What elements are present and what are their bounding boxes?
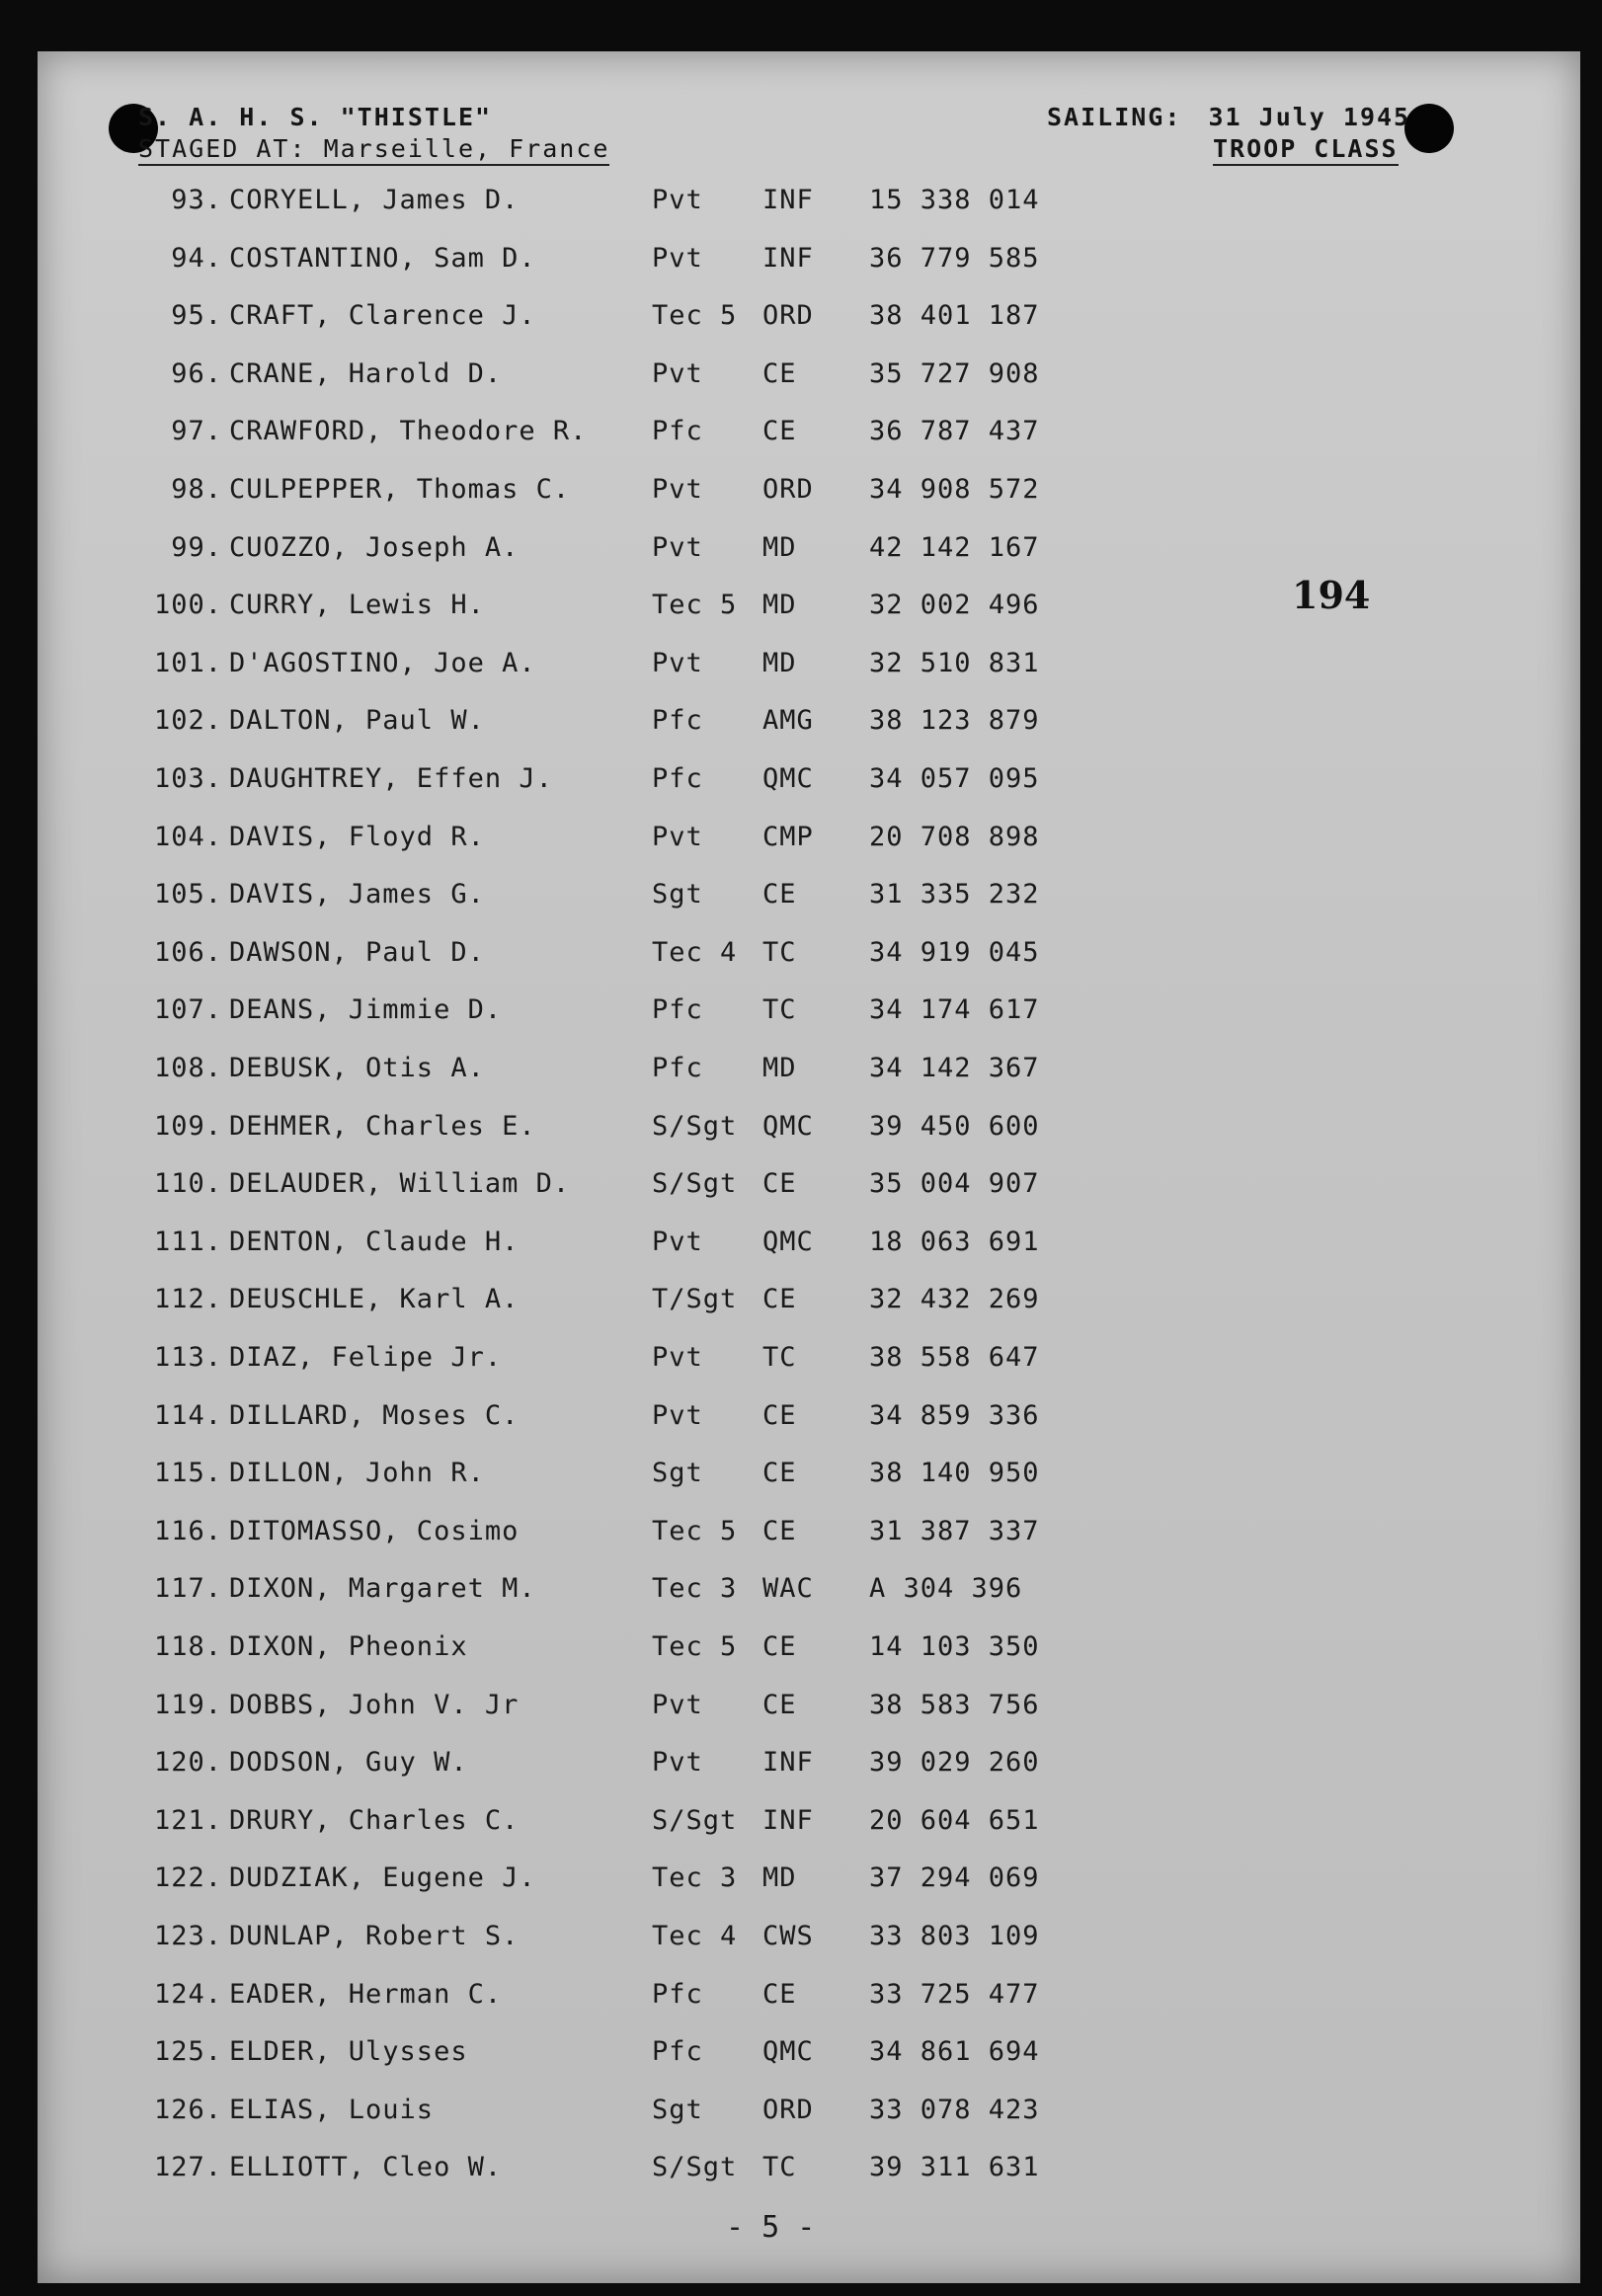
serial-number: 34 142 367 — [869, 1053, 1040, 1083]
staged-at — [138, 134, 609, 163]
soldier-name: ELDER, Ulysses — [229, 2036, 468, 2068]
rank: Pfc — [652, 763, 703, 794]
branch: CE — [762, 1631, 797, 1662]
row-number: 100. — [153, 590, 222, 621]
row-number: 118. — [153, 1631, 222, 1662]
serial-number: 20 708 898 — [869, 821, 1040, 852]
soldier-name: DAVIS, James G. — [229, 879, 485, 910]
row-number: 102. — [153, 705, 222, 737]
rank: Sgt — [652, 1458, 703, 1489]
branch: CE — [762, 416, 797, 447]
row-number: 116. — [153, 1515, 222, 1546]
serial-number: 39 311 631 — [869, 2152, 1040, 2183]
branch: INF — [762, 242, 814, 274]
punch-hole-right — [1404, 104, 1454, 153]
serial-number: 33 078 423 — [869, 2094, 1040, 2125]
rank: Pvt — [652, 821, 703, 852]
row-number: 104. — [153, 821, 222, 852]
row-number: 99. — [171, 531, 222, 563]
sailing-date: 31 July 1945 — [1208, 103, 1411, 131]
soldier-name: DITOMASSO, Cosimo — [229, 1515, 520, 1546]
soldier-name: EADER, Herman C. — [229, 1978, 503, 2010]
branch: QMC — [762, 763, 814, 794]
serial-number: 39 029 260 — [869, 1747, 1040, 1779]
rank: Pvt — [652, 1226, 703, 1257]
branch: TC — [762, 2152, 797, 2183]
row-number: 106. — [153, 936, 222, 968]
row-number: 115. — [153, 1458, 222, 1489]
rank: Pfc — [652, 1053, 703, 1083]
row-number: 122. — [153, 1862, 222, 1894]
rank: Tec 5 — [652, 300, 738, 332]
soldier-name: D'AGOSTINO, Joe A. — [229, 647, 536, 678]
soldier-name: COSTANTINO, Sam D. — [229, 242, 536, 274]
rank: Pfc — [652, 2036, 703, 2068]
soldier-name: DELAUDER, William D. — [229, 1168, 571, 1200]
soldier-name: DEUSCHLE, Karl A. — [229, 1284, 520, 1315]
rank: Pvt — [652, 1342, 703, 1373]
serial-number: 37 294 069 — [869, 1862, 1040, 1894]
rank: Pvt — [652, 242, 703, 274]
soldier-name: DIXON, Pheonix — [229, 1631, 468, 1662]
branch: QMC — [762, 2036, 814, 2068]
branch: CE — [762, 1689, 797, 1720]
row-number: 95. — [171, 300, 222, 332]
row-number: 96. — [171, 357, 222, 389]
serial-number: 15 338 014 — [869, 185, 1040, 215]
row-number: 110. — [153, 1168, 222, 1200]
soldier-name: CULPEPPER, Thomas C. — [229, 474, 571, 505]
serial-number: 38 140 950 — [869, 1458, 1040, 1489]
serial-number: 39 450 600 — [869, 1110, 1040, 1142]
rank: Tec 3 — [652, 1862, 738, 1894]
row-number: 108. — [153, 1053, 222, 1083]
soldier-name: DODSON, Guy W. — [229, 1747, 468, 1779]
row-number: 103. — [153, 763, 222, 794]
soldier-name: ELLIOTT, Cleo W. — [229, 2152, 503, 2183]
soldier-name: DALTON, Paul W. — [229, 705, 485, 737]
rank: S/Sgt — [652, 1110, 738, 1142]
rank: Pvt — [652, 357, 703, 389]
branch: CE — [762, 1399, 797, 1431]
rank: Pfc — [652, 1978, 703, 2010]
soldier-name: DEBUSK, Otis A. — [229, 1053, 485, 1083]
staged-at-text: STAGED AT: Marseille, France — [138, 134, 609, 166]
rank: Sgt — [652, 879, 703, 910]
row-number: 113. — [153, 1342, 222, 1373]
soldier-name: CRANE, Harold D. — [229, 357, 503, 389]
rank: Tec 3 — [652, 1573, 738, 1605]
soldier-name: DAVIS, Floyd R. — [229, 821, 485, 852]
rank: Pvt — [652, 531, 703, 563]
serial-number: 34 861 694 — [869, 2036, 1040, 2068]
serial-number: 33 725 477 — [869, 1978, 1040, 2010]
soldier-name: DIAZ, Felipe Jr. — [229, 1342, 503, 1373]
stamp-number: 194 — [1292, 573, 1371, 617]
serial-number: 34 057 095 — [869, 763, 1040, 794]
serial-number: 31 387 337 — [869, 1515, 1040, 1546]
serial-number: 38 123 879 — [869, 705, 1040, 737]
troop-class: TROOP CLASS — [1213, 134, 1399, 166]
serial-number: 32 002 496 — [869, 590, 1040, 621]
rank: Pfc — [652, 416, 703, 447]
soldier-name: ELIAS, Louis — [229, 2094, 435, 2125]
branch: TC — [762, 936, 797, 968]
branch: CMP — [762, 821, 814, 852]
serial-number: 34 919 045 — [869, 936, 1040, 968]
soldier-name: DOBBS, John V. Jr — [229, 1689, 520, 1720]
row-number: 125. — [153, 2036, 222, 2068]
row-number: 109. — [153, 1110, 222, 1142]
branch: MD — [762, 1053, 797, 1083]
branch: QMC — [762, 1110, 814, 1142]
rank: Tec 4 — [652, 936, 738, 968]
row-number: 94. — [171, 242, 222, 274]
serial-number: 14 103 350 — [869, 1631, 1040, 1662]
row-number: 126. — [153, 2094, 222, 2125]
soldier-name: CURRY, Lewis H. — [229, 590, 485, 621]
soldier-name: DEANS, Jimmie D. — [229, 994, 503, 1026]
row-number: 101. — [153, 647, 222, 678]
serial-number: 34 174 617 — [869, 994, 1040, 1026]
branch: TC — [762, 1342, 797, 1373]
class-header — [1213, 134, 1399, 163]
soldier-name: DUNLAP, Robert S. — [229, 1921, 520, 1951]
rank: Pvt — [652, 185, 703, 215]
branch: CE — [762, 1515, 797, 1546]
serial-number: 42 142 167 — [869, 531, 1040, 563]
branch: QMC — [762, 1226, 814, 1257]
ship-name: S. A. H. S. "THISTLE" — [138, 103, 493, 131]
branch: MD — [762, 647, 797, 678]
rank: Pfc — [652, 994, 703, 1026]
branch: CE — [762, 1978, 797, 2010]
ship-header — [138, 103, 492, 131]
soldier-name: DENTON, Claude H. — [229, 1226, 520, 1257]
serial-number: 38 583 756 — [869, 1689, 1040, 1720]
rank: S/Sgt — [652, 2152, 738, 2183]
rank: Tec 5 — [652, 590, 738, 621]
rank: Tec 5 — [652, 1631, 738, 1662]
branch: CE — [762, 1458, 797, 1489]
soldier-name: DAWSON, Paul D. — [229, 936, 485, 968]
branch: WAC — [762, 1573, 814, 1605]
serial-number: 38 401 187 — [869, 300, 1040, 332]
page-number: - 5 - — [726, 2210, 816, 2245]
serial-number: 38 558 647 — [869, 1342, 1040, 1373]
branch: CE — [762, 1168, 797, 1200]
row-number: 121. — [153, 1804, 222, 1836]
serial-number: 34 908 572 — [869, 474, 1040, 505]
rank: Pvt — [652, 647, 703, 678]
soldier-name: DUDZIAK, Eugene J. — [229, 1862, 536, 1894]
serial-number: 35 727 908 — [869, 357, 1040, 389]
rank: Pvt — [652, 1689, 703, 1720]
branch: ORD — [762, 2094, 814, 2125]
soldier-name: CRAWFORD, Theodore R. — [229, 416, 588, 447]
row-number: 127. — [153, 2152, 222, 2183]
serial-number: 35 004 907 — [869, 1168, 1040, 1200]
branch: AMG — [762, 705, 814, 737]
rank: Tec 4 — [652, 1921, 738, 1951]
soldier-name: DILLARD, Moses C. — [229, 1399, 520, 1431]
row-number: 119. — [153, 1689, 222, 1720]
soldier-name: DIXON, Margaret M. — [229, 1573, 536, 1605]
branch: INF — [762, 1747, 814, 1779]
row-number: 114. — [153, 1399, 222, 1431]
soldier-name: DILLON, John R. — [229, 1458, 485, 1489]
rank: T/Sgt — [652, 1284, 738, 1315]
rank: S/Sgt — [652, 1804, 738, 1836]
serial-number: 32 510 831 — [869, 647, 1040, 678]
rank: Pvt — [652, 1747, 703, 1779]
branch: CWS — [762, 1921, 814, 1951]
rank: Tec 5 — [652, 1515, 738, 1546]
branch: CE — [762, 879, 797, 910]
branch: CE — [762, 1284, 797, 1315]
branch: ORD — [762, 474, 814, 505]
branch: CE — [762, 357, 797, 389]
row-number: 105. — [153, 879, 222, 910]
branch: MD — [762, 590, 797, 621]
row-number: 117. — [153, 1573, 222, 1605]
branch: INF — [762, 185, 814, 215]
serial-number: 36 787 437 — [869, 416, 1040, 447]
serial-number: 32 432 269 — [869, 1284, 1040, 1315]
rank: Pfc — [652, 705, 703, 737]
rank: S/Sgt — [652, 1168, 738, 1200]
row-number: 107. — [153, 994, 222, 1026]
serial-number: 31 335 232 — [869, 879, 1040, 910]
rank: Sgt — [652, 2094, 703, 2125]
row-number: 98. — [171, 474, 222, 505]
serial-number: A 304 396 — [869, 1573, 1023, 1605]
row-number: 93. — [171, 185, 222, 215]
serial-number: 34 859 336 — [869, 1399, 1040, 1431]
soldier-name: CORYELL, James D. — [229, 185, 520, 215]
row-number: 124. — [153, 1978, 222, 2010]
branch: MD — [762, 531, 797, 563]
serial-number: 18 063 691 — [869, 1226, 1040, 1257]
soldier-name: DRURY, Charles C. — [229, 1804, 520, 1836]
soldier-name: DEHMER, Charles E. — [229, 1110, 536, 1142]
sailing-header — [1047, 103, 1410, 131]
branch: INF — [762, 1804, 814, 1836]
row-number: 97. — [171, 416, 222, 447]
serial-number: 20 604 651 — [869, 1804, 1040, 1836]
branch: ORD — [762, 300, 814, 332]
serial-number: 36 779 585 — [869, 242, 1040, 274]
rank: Pvt — [652, 1399, 703, 1431]
rank: Pvt — [652, 474, 703, 505]
row-number: 120. — [153, 1747, 222, 1779]
row-number: 112. — [153, 1284, 222, 1315]
sailing-label: SAILING: — [1047, 103, 1182, 131]
soldier-name: CRAFT, Clarence J. — [229, 300, 536, 332]
row-number: 111. — [153, 1226, 222, 1257]
row-number: 123. — [153, 1921, 222, 1951]
branch: TC — [762, 994, 797, 1026]
serial-number: 33 803 109 — [869, 1921, 1040, 1951]
branch: MD — [762, 1862, 797, 1894]
soldier-name: CUOZZO, Joseph A. — [229, 531, 520, 563]
soldier-name: DAUGHTREY, Effen J. — [229, 763, 553, 794]
